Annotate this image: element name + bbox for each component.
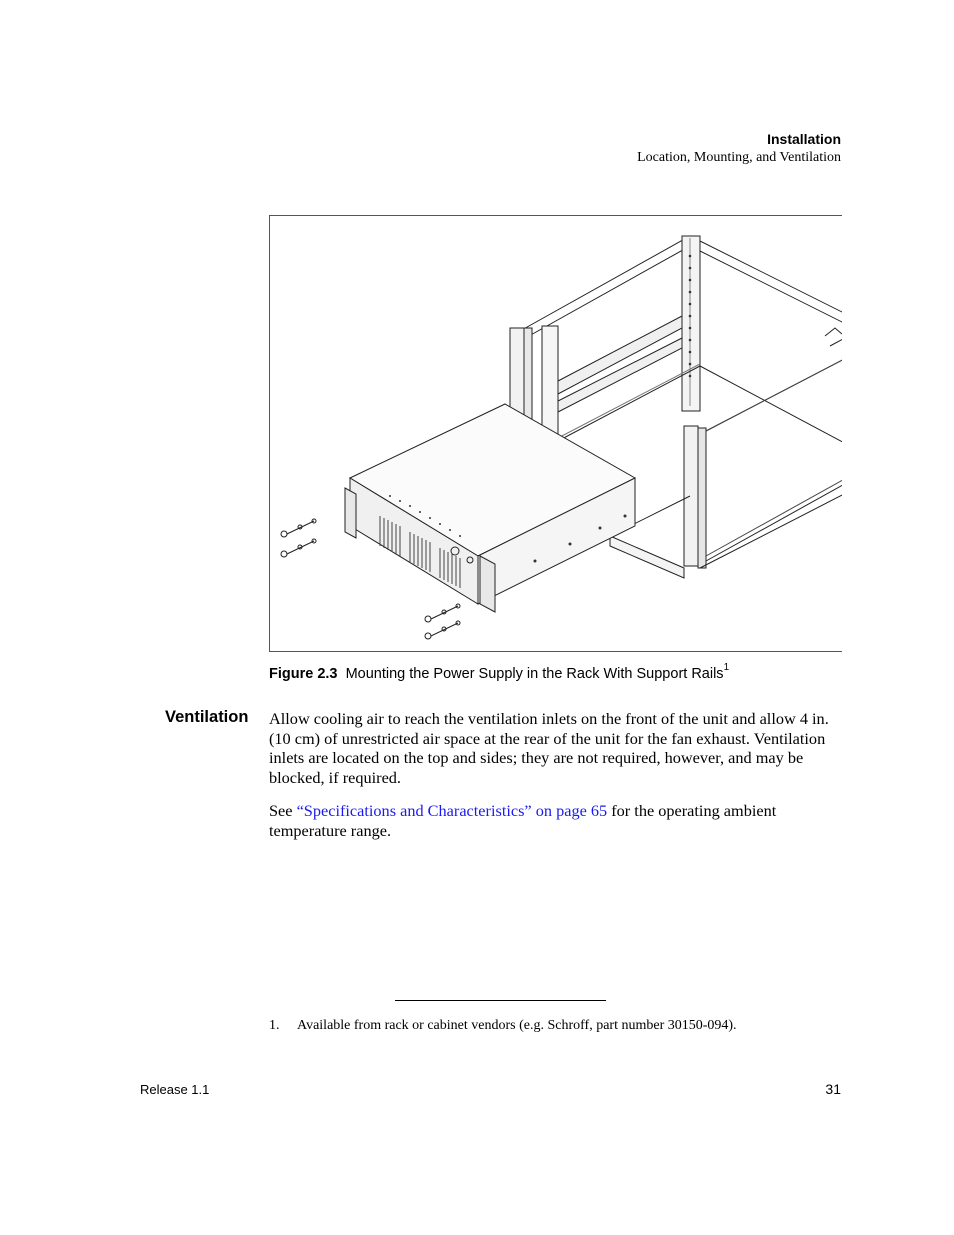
p2-prefix: See: [269, 801, 297, 820]
running-header-section: Installation: [767, 131, 841, 147]
footnote: [269, 1018, 869, 1034]
figure-caption-text: Mounting the Power Supply in the Rack With Support Rails: [345, 665, 724, 682]
specifications-link[interactable]: “Specifications and Characteristics” on page 65: [296, 801, 608, 820]
footnote-number: 1.: [269, 1018, 280, 1033]
running-header-subsection: Location, Mounting, and Ventilation: [637, 150, 841, 165]
rack-mounting-drawing: [270, 216, 842, 652]
p2-suffix: for the operating ambient temperature range.: [269, 801, 777, 840]
footnote-reference[interactable]: 1: [723, 662, 730, 673]
figure-caption: [269, 664, 869, 682]
figure-number: Figure 2.3: [269, 665, 338, 682]
ventilation-paragraph: Allow cooling air to reach the ventilation inlets on the front of the unit and allow 4 in. (10 cm) of unrestricted air space at the rear of the unit for the fan exhaust. Ventilation inlets are located on the top and sides; they are not required, however, and may be blocked, if required.: [269, 709, 829, 787]
figure-rack-illustration: [269, 215, 842, 652]
footer-page-number: 31: [825, 1081, 841, 1097]
footnote-separator: [395, 1000, 606, 1001]
footnote-text: Available from rack or cabinet vendors (e.g. Schroff, part number 30150-094).: [297, 1018, 737, 1033]
section-heading-ventilation: Ventilation: [165, 708, 249, 726]
specifications-reference-paragraph: [269, 801, 844, 840]
footer-release: Release 1.1: [140, 1082, 210, 1097]
